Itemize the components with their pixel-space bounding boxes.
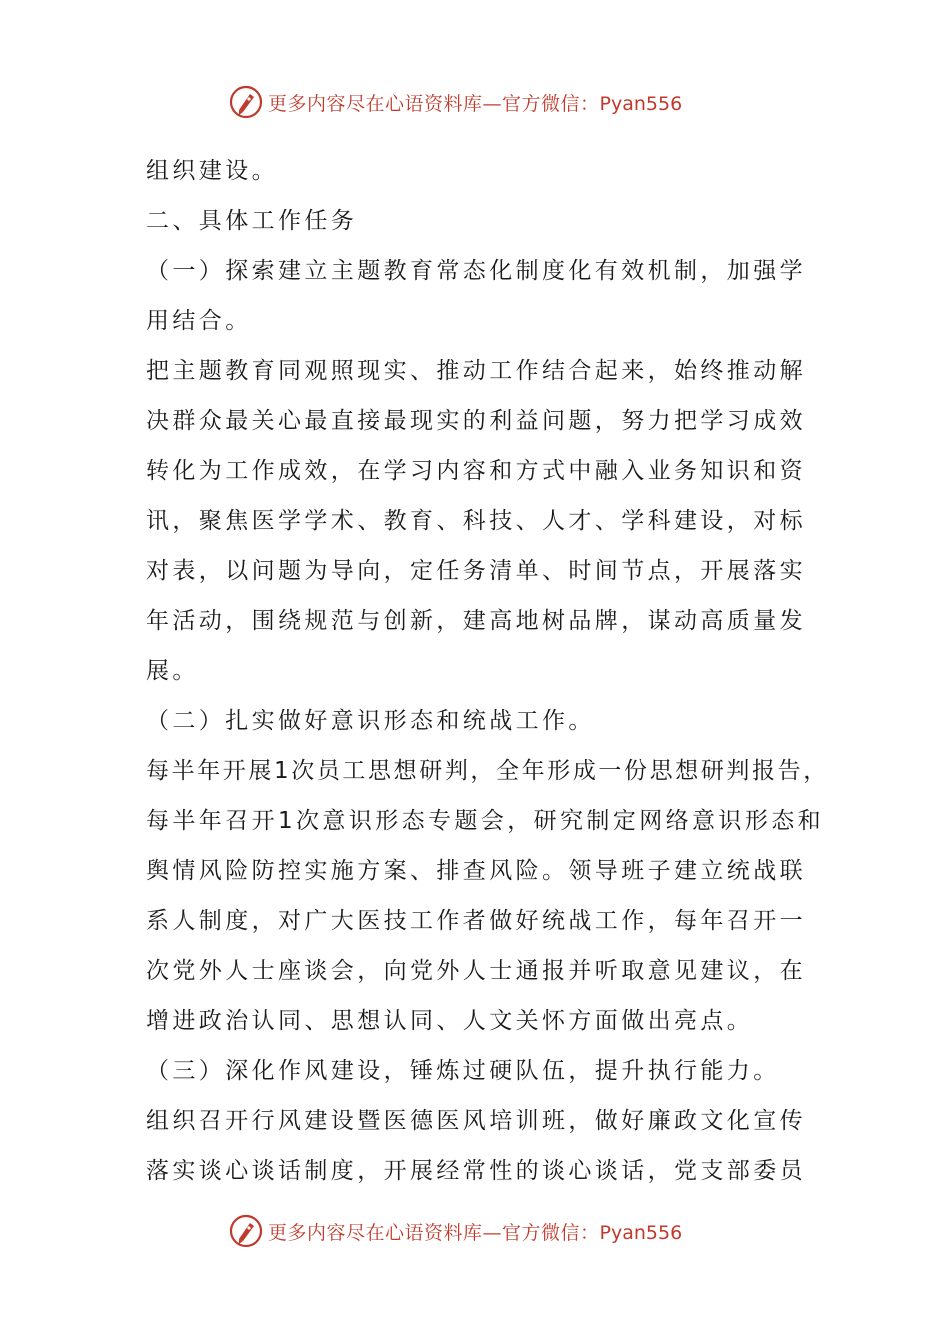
pen-nib-logo-icon <box>228 84 264 120</box>
text-line: 舆情风险防控实施方案、排查风险。领导班子建立统战联 <box>146 858 806 884</box>
text-line: 对表，以问题为导向，定任务清单、时间节点，开展落实 <box>146 558 806 584</box>
subsection-heading: （一）探索建立主题教育常态化制度化有效机制，加强学 <box>146 258 806 284</box>
watermark-text: 更多内容尽在心语资料库—官方微信：Pyan556 <box>268 92 683 115</box>
watermark-handle: Pyan556 <box>599 92 683 115</box>
footer-watermark <box>228 1211 748 1251</box>
text-line: 增进政治认同、思想认同、人文关怀方面做出亮点。 <box>146 1008 754 1034</box>
document-body <box>146 146 846 1196</box>
text-line: 每半年召开1次意识形态专题会，研究制定网络意识形态和 <box>146 808 825 834</box>
text-line: 组织召开行风建设暨医德医风培训班，做好廉政文化宣传 <box>146 1108 806 1134</box>
text-line: 转化为工作成效，在学习内容和方式中融入业务知识和资 <box>146 458 806 484</box>
text-line: 落实谈心谈话制度，开展经常性的谈心谈话，党支部委员 <box>146 1158 806 1184</box>
watermark-text: 更多内容尽在心语资料库—官方微信：Pyan556 <box>268 1221 683 1244</box>
pen-nib-logo-icon <box>228 1213 264 1249</box>
subsection-heading-cont: 用结合。 <box>146 308 252 334</box>
header-watermark <box>228 82 748 122</box>
subsection-heading: （三）深化作风建设，锤炼过硬队伍，提升执行能力。 <box>146 1058 780 1084</box>
subsection-heading: （二）扎实做好意识形态和统战工作。 <box>146 708 595 734</box>
text-line: 系人制度，对广大医技工作者做好统战工作，每年召开一 <box>146 908 806 934</box>
text-line: 把主题教育同观照现实、推动工作结合起来，始终推动解 <box>146 358 806 384</box>
text-line: 每半年开展1次员工思想研判，全年形成一份思想研判报告， <box>146 758 829 784</box>
watermark-handle: Pyan556 <box>599 1221 683 1244</box>
text-line: 次党外人士座谈会，向党外人士通报并听取意见建议，在 <box>146 958 806 984</box>
text-line: 年活动，围绕规范与创新，建高地树品牌，谋动高质量发 <box>146 608 806 634</box>
text-line: 组织建设。 <box>146 158 278 184</box>
text-line: 讯，聚焦医学学术、教育、科技、人才、学科建设，对标 <box>146 508 806 534</box>
section-heading: 二、具体工作任务 <box>146 208 358 234</box>
text-line: 展。 <box>146 658 199 684</box>
text-line: 决群众最关心最直接最现实的利益问题，努力把学习成效 <box>146 408 806 434</box>
